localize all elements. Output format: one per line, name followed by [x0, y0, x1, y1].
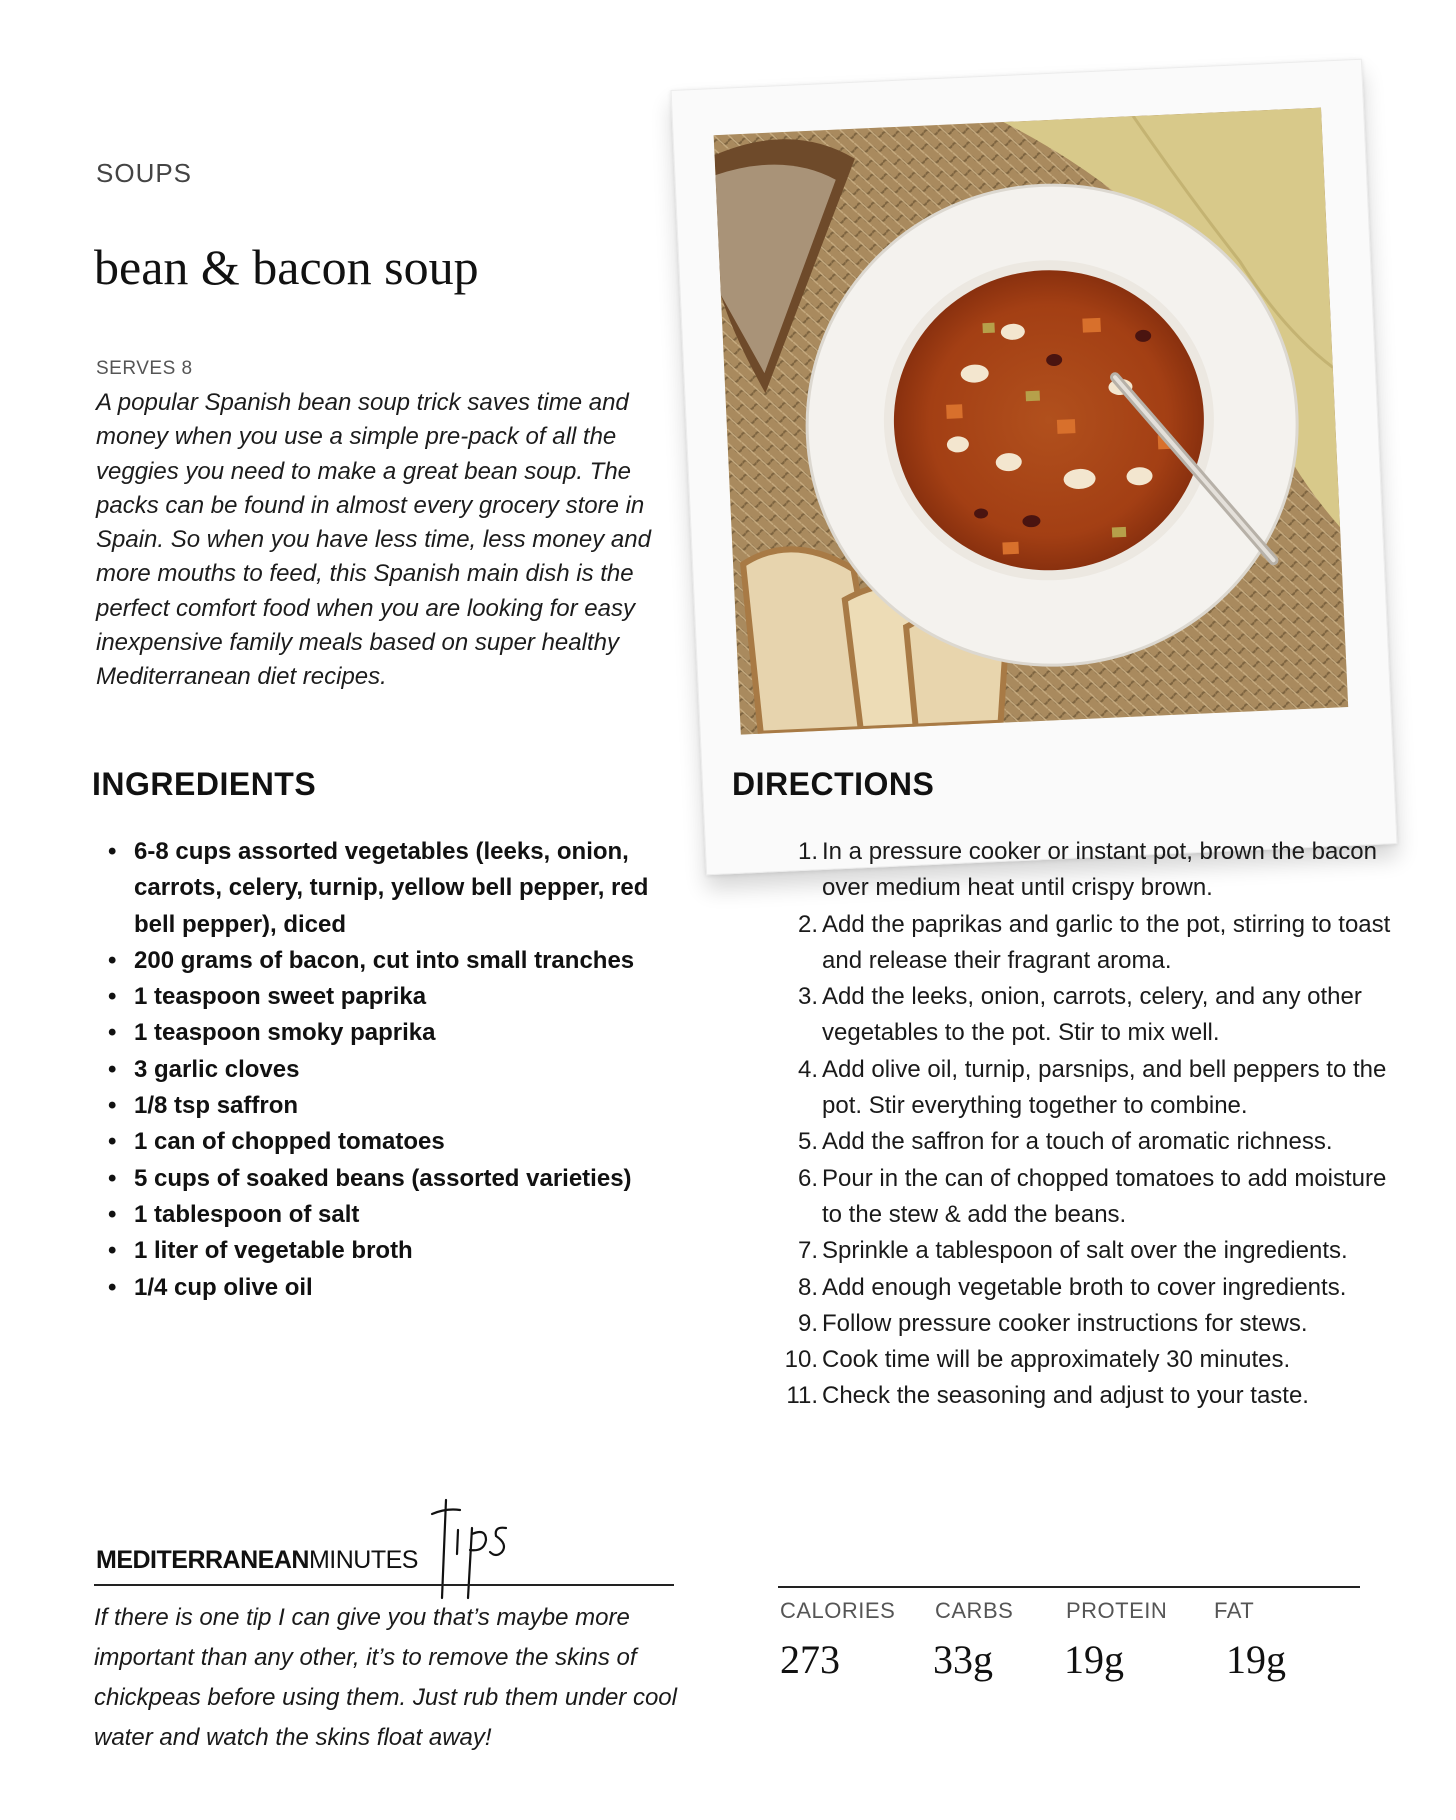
recipe-intro: A popular Spanish bean soup trick saves time and money when you use a simple pre-pack of all the veggies you need to make a great bean soup. The packs can be found in almost every grocery store in Spain. So when you have less time, less money and more mouths to feed, this Spanish main dish is the perfect comfort food when you are looking for easy inexpensive family meals based on super healthy Mediterranean diet recipes.: [96, 389, 651, 691]
step-text: Add the paprikas and garlic to the pot, stirring to toast and release their fragrant aroma.: [822, 910, 1391, 974]
ingredient-text: 1 teaspoon smoky paprika: [134, 1019, 436, 1047]
brand-logo: [96, 1546, 418, 1575]
photo-frame: [671, 59, 1398, 876]
step-number: 6.: [797, 1164, 818, 1192]
direction-step: [770, 1233, 1410, 1269]
bullet-icon: •: [108, 1019, 117, 1047]
list-item: [108, 1015, 688, 1051]
direction-step: [770, 834, 1410, 907]
ingredient-text: 3 garlic cloves: [134, 1055, 300, 1083]
fat-label: FAT: [1214, 1598, 1255, 1623]
list-item: [108, 1233, 688, 1269]
directions-heading: DIRECTIONS: [732, 766, 935, 802]
step-text: In a pressure cooker or instant pot, brown the bacon over medium heat until crispy brown.: [822, 838, 1377, 902]
brand-bold: MEDITERRANEAN: [96, 1546, 309, 1574]
ingredient-text: 1/4 cup olive oil: [134, 1273, 313, 1301]
step-number: 9.: [797, 1309, 818, 1337]
step-number: 10.: [784, 1346, 818, 1374]
list-item: [108, 1161, 688, 1197]
step-number: 3.: [797, 983, 818, 1011]
list-item: [108, 1124, 688, 1160]
direction-step: [770, 907, 1410, 980]
step-text: Add olive oil, turnip, parsnips, and bell peppers to the pot. Stir everything together to combine.: [822, 1055, 1387, 1120]
protein-label: PROTEIN: [1066, 1598, 1168, 1623]
list-item: [108, 834, 688, 943]
bullet-icon: •: [108, 1237, 117, 1265]
recipe-title: bean & bacon soup: [94, 239, 479, 295]
step-text: Check the seasoning and adjust to your taste.: [822, 1382, 1309, 1410]
bullet-icon: •: [108, 1200, 117, 1228]
carbs-value: 33g: [933, 1637, 993, 1682]
directions-list: [770, 834, 1410, 1415]
bullet-icon: •: [108, 1273, 117, 1301]
ingredient-text: 1 liter of vegetable broth: [134, 1237, 413, 1265]
ingredient-text: 200 grams of bacon, cut into small tranches: [134, 946, 635, 974]
bullet-icon: •: [108, 946, 117, 974]
ingredients-heading: INGREDIENTS: [92, 766, 317, 802]
bullet-icon: •: [108, 1128, 117, 1156]
step-text: Pour in the can of chopped tomatoes to add moisture to the stew & add the beans.: [822, 1164, 1387, 1228]
step-number: 2.: [797, 910, 818, 938]
soup-bowl-illustration: [714, 108, 1349, 735]
list-item: [108, 943, 688, 979]
list-item: [108, 979, 688, 1015]
direction-step: [770, 979, 1410, 1052]
tips-divider: [94, 1584, 674, 1586]
ingredient-text: 1 teaspoon sweet paprika: [134, 983, 427, 1011]
bullet-icon: •: [108, 1092, 117, 1120]
step-text: Follow pressure cooker instructions for stews.: [822, 1309, 1308, 1337]
list-item: [108, 1270, 688, 1306]
ingredients-list: [108, 834, 688, 1306]
fat-value: 19g: [1226, 1637, 1286, 1682]
bullet-icon: •: [108, 1055, 117, 1083]
direction-step: [770, 1306, 1410, 1342]
ingredient-text: 1 tablespoon of salt: [134, 1200, 360, 1228]
tip-text: If there is one tip I can give you that’s maybe more important than any other, it’s to remove the skins of chickpeas before using them. Just rub them under cool water and watch the skins float away!: [94, 1604, 677, 1751]
ingredient-text: 1/8 tsp saffron: [134, 1092, 299, 1120]
list-item: [108, 1197, 688, 1233]
list-item: [108, 1088, 688, 1124]
list-item: [108, 1052, 688, 1088]
step-text: Cook time will be approximately 30 minutes.: [822, 1346, 1291, 1374]
direction-step: [770, 1342, 1410, 1378]
nutrition-divider: [778, 1586, 1360, 1588]
step-number: 1.: [797, 838, 818, 865]
direction-step: [770, 1270, 1410, 1306]
step-text: Add the saffron for a touch of aromatic richness.: [822, 1128, 1333, 1156]
tips-script-logo: [428, 1494, 518, 1604]
serves-label: SERVES 8: [96, 358, 193, 379]
recipe-category: SOUPS: [96, 158, 193, 188]
protein-value: 19g: [1064, 1637, 1124, 1682]
direction-step: [770, 1052, 1410, 1125]
soup-photo: [714, 108, 1349, 735]
step-number: 8.: [797, 1273, 818, 1301]
ingredient-text: 1 can of chopped tomatoes: [134, 1128, 445, 1156]
bullet-icon: •: [108, 1164, 117, 1192]
ingredient-text: 5 cups of soaked beans (assorted varieties): [134, 1164, 632, 1192]
step-text: Add the leeks, onion, carrots, celery, and any other vegetables to the pot. Stir to mix well.: [822, 983, 1362, 1047]
step-number: 4.: [797, 1055, 818, 1083]
brand-light: MINUTES: [308, 1546, 418, 1574]
direction-step: [770, 1378, 1410, 1414]
bullet-icon: •: [108, 838, 117, 865]
direction-step: [770, 1124, 1410, 1160]
step-text: Add enough vegetable broth to cover ingredients.: [822, 1273, 1347, 1301]
calories-value: 273: [780, 1637, 840, 1682]
bullet-icon: •: [108, 983, 117, 1011]
direction-step: [770, 1161, 1410, 1234]
carbs-label: CARBS: [935, 1598, 1014, 1623]
step-number: 11.: [786, 1382, 818, 1410]
step-number: 5.: [797, 1128, 818, 1156]
ingredient-text: 6-8 cups assorted vegetables (leeks, onion, carrots, celery, turnip, yellow bell pepper, red bell pepper), diced: [134, 838, 649, 938]
step-text: Sprinkle a tablespoon of salt over the ingredients.: [822, 1237, 1348, 1265]
calories-label: CALORIES: [780, 1598, 896, 1623]
step-number: 7.: [797, 1237, 818, 1265]
